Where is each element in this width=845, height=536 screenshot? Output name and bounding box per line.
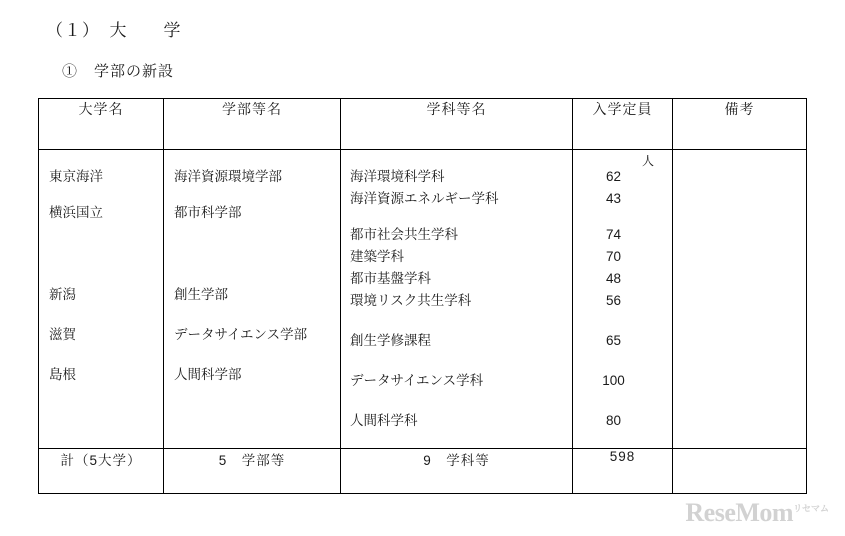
watermark-suffix: リセマム: [793, 503, 829, 514]
cell-capacities: [573, 150, 673, 449]
faculty-name: データサイエンス学部: [174, 327, 308, 342]
watermark-text: ReseMom: [685, 498, 794, 527]
capacity-list: [573, 166, 672, 210]
total-faculty: 5 学部等: [164, 449, 341, 494]
unit-label: 人: [641, 154, 654, 168]
capacity-list: [573, 224, 672, 312]
section-heading: （１） 大 学: [46, 21, 182, 40]
new-faculties-table: [38, 98, 807, 494]
total-capacity: 598: [573, 449, 673, 494]
department-name: 人間科学科: [350, 413, 418, 428]
cell-faculties: [164, 150, 341, 449]
capacity-value: 70: [605, 249, 622, 264]
capacity-value: 62: [605, 169, 622, 184]
department-name: 創生学修課程: [350, 333, 431, 348]
capacity-list: [573, 370, 672, 392]
department-name: 建築学科: [350, 249, 404, 264]
department-name: 都市基盤学科: [350, 271, 431, 286]
department-list: [341, 224, 572, 312]
total-department: 9 学科等: [341, 449, 573, 494]
table-row: [39, 150, 807, 449]
cell-notes: [673, 150, 807, 449]
capacity-value: 43: [605, 191, 622, 206]
university-name: 横浜国立: [49, 205, 103, 220]
faculty-name: 創生学部: [174, 287, 228, 302]
cell-departments: [341, 150, 573, 449]
total-note: [673, 449, 807, 494]
watermark: [685, 498, 829, 528]
university-name: 島根: [49, 367, 76, 382]
column-header-faculty: 学部等名: [164, 99, 341, 150]
department-name: データサイエンス学科: [350, 373, 484, 388]
capacity-value: 100: [602, 373, 625, 388]
faculty-name: 都市科学部: [174, 205, 242, 220]
university-name: 新潟: [49, 287, 76, 302]
total-label: 計（5大学）: [39, 449, 164, 494]
department-list: [341, 166, 572, 210]
column-header-department: 学科等名: [341, 99, 573, 150]
column-header-note: 備考: [673, 99, 807, 150]
department-name: 環境リスク共生学科: [350, 293, 472, 308]
department-list: [341, 410, 572, 432]
university-name: 東京海洋: [49, 169, 103, 184]
faculty-name: 海洋資源環境学部: [174, 169, 282, 184]
department-name: 海洋環境科学科: [350, 169, 445, 184]
department-name: 海洋資源エネルギー学科: [350, 191, 499, 206]
cell-universities: [39, 150, 164, 449]
column-header-university: 大学名: [39, 99, 164, 150]
capacity-list: [573, 410, 672, 432]
table-header: [39, 99, 807, 150]
capacity-value: 65: [605, 333, 622, 348]
column-header-capacity: 入学定員: [573, 99, 673, 150]
total-row: [39, 449, 807, 494]
faculty-name: 人間科学部: [174, 367, 242, 382]
capacity-value: 80: [605, 413, 622, 428]
department-name: 都市社会共生学科: [350, 227, 458, 242]
department-list: [341, 330, 572, 352]
department-list: [341, 370, 572, 392]
capacity-value: 56: [605, 293, 622, 308]
capacity-value: 74: [605, 227, 622, 242]
table-body: [39, 150, 807, 449]
university-name: 滋賀: [49, 327, 76, 342]
capacity-value: 48: [605, 271, 622, 286]
subsection-heading: ① 学部の新設: [62, 63, 175, 80]
table-header-row: [39, 99, 807, 150]
capacity-list: [573, 330, 672, 352]
table-footer: [39, 449, 807, 494]
